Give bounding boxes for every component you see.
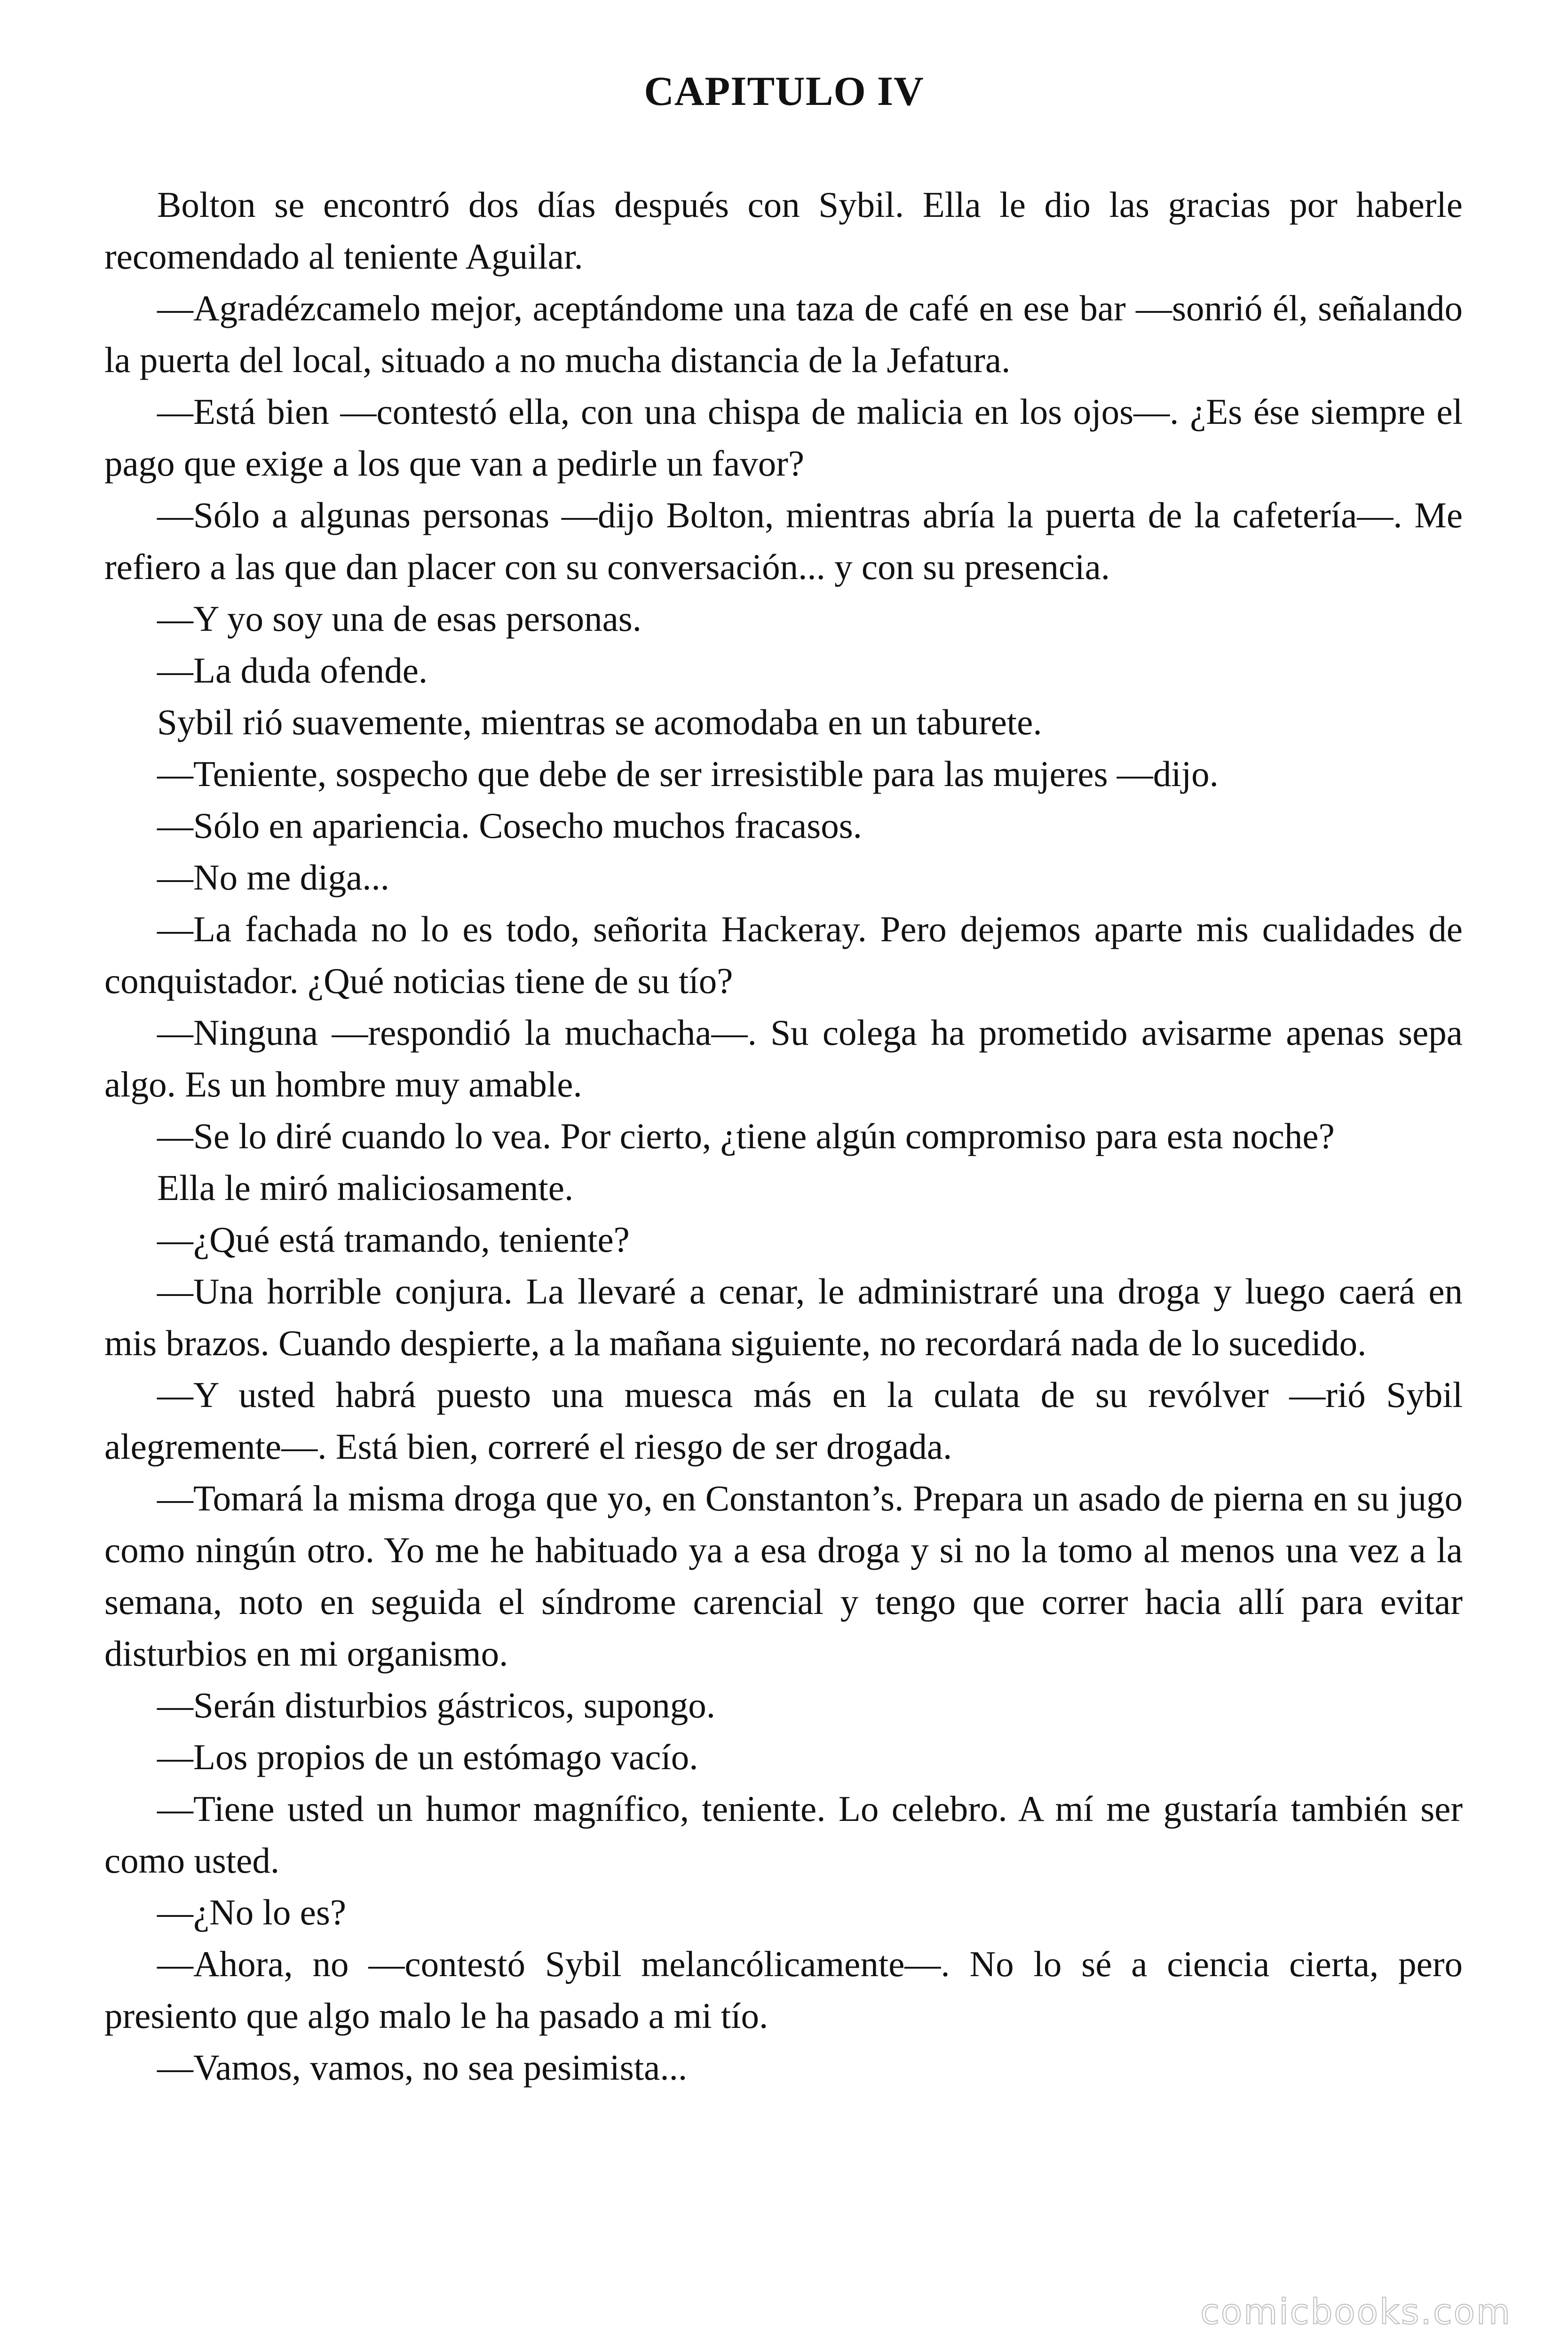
paragraph: —Se lo diré cuando lo vea. Por cierto, ¿tiene algún compromiso para esta noche?: [157, 1116, 1335, 1156]
paragraph: —Serán disturbios gástricos, supongo.: [157, 1685, 715, 1725]
paragraph: Sybil rió suavemente, mientras se acomodaba en un taburete.: [157, 702, 1042, 742]
paragraph: —Sólo a algunas personas —dijo Bolton, mientras abría la puerta de la cafetería—. Me refiero a las que dan placer con su conversación... y con su presencia.: [104, 495, 1463, 587]
paragraph: —Ahora, no —contestó Sybil melancólicamente—. No lo sé a ciencia cierta, pero presiento que algo malo le ha pasado a mi tío.: [104, 1944, 1463, 2036]
watermark: comicbooks.com: [1200, 2292, 1512, 2332]
paragraph: Ella le miró maliciosamente.: [157, 1168, 574, 1208]
chapter-text: [104, 179, 1463, 2093]
paragraph: —Tiene usted un humor magnífico, teniente. Lo celebro. A mí me gustaría también ser como usted.: [104, 1788, 1463, 1881]
paragraph: —Teniente, sospecho que debe de ser irresistible para las mujeres —dijo.: [157, 754, 1219, 794]
chapter-title: CAPITULO IV: [644, 69, 924, 114]
paragraph: —Y yo soy una de esas personas.: [157, 598, 642, 639]
paragraph: —¿Qué está tramando, teniente?: [157, 1219, 630, 1260]
paragraph: —Sólo en apariencia. Cosecho muchos fracasos.: [157, 805, 862, 846]
paragraph: —Tomará la misma droga que yo, en Constanton’s. Prepara un asado de pierna en su jugo como ningún otro. Yo me he habituado ya a esa droga y si no la tomo al menos una vez a la semana, noto en seguida el síndrome carencial y tengo que correr hacia allí para evitar disturbios en mi organismo.: [104, 1478, 1463, 1674]
paragraph: —Agradézcamelo mejor, aceptándome una taza de café en ese bar —sonrió él, señalando la puerta del local, situado a no mucha distancia de la Jefatura.: [104, 288, 1463, 380]
paragraph: —La fachada no lo es todo, señorita Hackeray. Pero dejemos aparte mis cualidades de conquistador. ¿Qué noticias tiene de su tío?: [104, 909, 1463, 1001]
paragraph: —Una horrible conjura. La llevaré a cenar, le administraré una droga y luego caerá en mis brazos. Cuando despierte, a la mañana siguiente, no recordará nada de lo sucedido.: [104, 1271, 1463, 1363]
paragraph: —Los propios de un estómago vacío.: [157, 1737, 698, 1777]
paragraph: —Está bien —contestó ella, con una chispa de malicia en los ojos—. ¿Es ése siempre el pago que exige a los que van a pedirle un favor?: [104, 391, 1463, 484]
paragraph: —Vamos, vamos, no sea pesimista...: [157, 2047, 688, 2088]
paragraph: —Y usted habrá puesto una muesca más en la culata de su revólver —rió Sybil alegremente—. Está bien, correré el riesgo de ser drogada.: [104, 1375, 1463, 1467]
paragraph: —Ninguna —respondió la muchacha—. Su colega ha prometido avisarme apenas sepa algo. Es un hombre muy amable.: [104, 1012, 1463, 1104]
paragraph: —¿No lo es?: [157, 1892, 346, 1932]
paragraph: Bolton se encontró dos días después con Sybil. Ella le dio las gracias por haberle recomendado al teniente Aguilar.: [104, 184, 1463, 277]
paragraph: —La duda ofende.: [157, 650, 428, 691]
paragraph: —No me diga...: [157, 857, 389, 898]
